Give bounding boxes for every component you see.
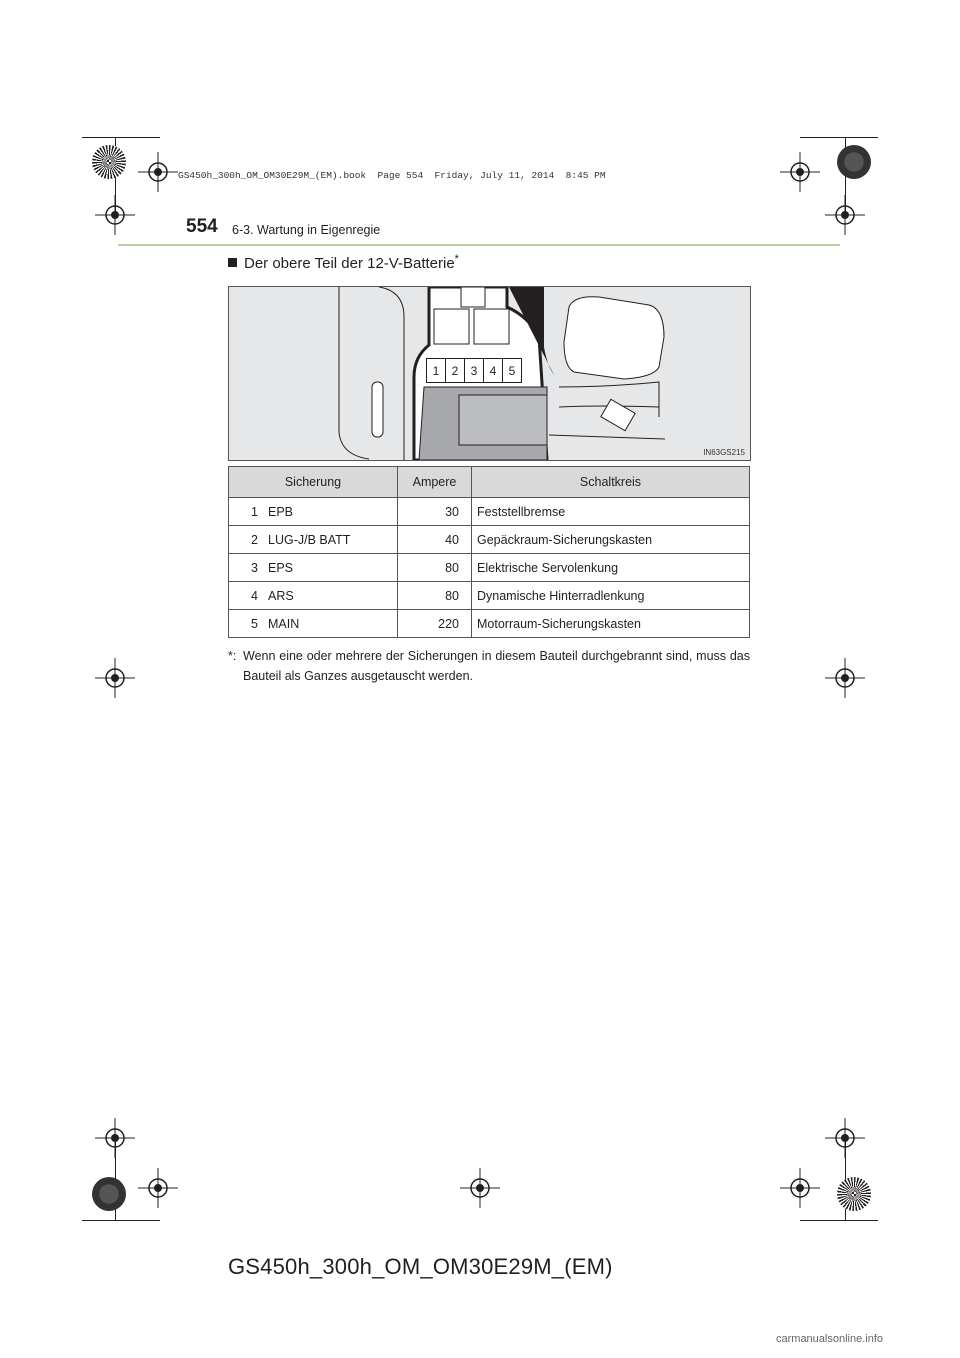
fuse-circuit: Feststellbremse [472,498,750,526]
fuse-number: 5 [229,610,264,638]
fuse-number: 3 [229,554,264,582]
fuse-ampere: 30 [398,498,472,526]
fuse-ampere: 80 [398,554,472,582]
fuse-ampere: 40 [398,526,472,554]
book-info-line: GS450h_300h_OM_OM30E29M_(EM).book Page 554 Friday, July 11, 2014 8:45 PM [178,170,606,181]
fuse-name: MAIN [263,610,398,638]
registration-mark-icon [95,658,135,698]
registration-mark-icon [138,1168,178,1208]
print-disk-icon [837,145,871,179]
section-heading [228,253,459,272]
print-disk-icon [92,145,126,179]
trim-mark [82,1220,160,1221]
registration-mark-icon [95,195,135,235]
table-row [229,582,750,610]
square-bullet-icon [228,258,237,267]
fuse-name: EPS [263,554,398,582]
footnote-text: Wenn eine oder mehrere der Sicherungen in diesem Bauteil durchgebrannt sind, muss das Bauteil als Ganzes ausgetauscht werden. [243,649,750,683]
fuse-name: EPB [263,498,398,526]
column-header-ampere: Ampere [398,467,472,498]
watermark: carmanualsonline.info [776,1333,884,1345]
fuse-circuit: Dynamische Hinterradlenkung [472,582,750,610]
fuse-label: 5 [502,358,522,383]
fuse-circuit: Motorraum-Sicherungskasten [472,610,750,638]
fuse-label: 4 [483,358,503,383]
column-header-fuse: Sicherung [229,467,398,498]
section-title: 6-3. Wartung in Eigenregie [232,223,381,237]
registration-mark-icon [825,1118,865,1158]
print-disk-icon [837,1177,871,1211]
heading-text: Der obere Teil der 12-V-Batterie [244,255,455,272]
registration-mark-icon [825,195,865,235]
trim-mark [800,137,878,138]
fuse-label: 3 [464,358,484,383]
fuse-ampere: 220 [398,610,472,638]
fuse-number: 2 [229,526,264,554]
trim-mark [800,1220,878,1221]
registration-mark-icon [138,152,178,192]
table-row [229,610,750,638]
fuse-number: 1 [229,498,264,526]
fuse-table [228,466,750,638]
column-header-circuit: Schaltkreis [472,467,750,498]
registration-mark-icon [825,658,865,698]
fuse-number: 4 [229,582,264,610]
print-disk-icon [92,1177,126,1211]
document-id: GS450h_300h_OM_OM30E29M_(EM) [228,1254,613,1279]
fuse-ampere: 80 [398,582,472,610]
fuse-name: LUG-J/B BATT [263,526,398,554]
fuse-name: ARS [263,582,398,610]
table-row [229,526,750,554]
footnote-mark: *: [228,649,237,663]
header-rule [118,244,840,246]
fuse-circuit: Elektrische Servolenkung [472,554,750,582]
figure-code: IN63GS215 [703,448,745,457]
registration-mark-icon [780,152,820,192]
fuse-number-row [427,358,522,383]
fuse-circuit: Gepäckraum-Sicherungskasten [472,526,750,554]
fuse-label: 1 [426,358,446,383]
footnote [228,646,750,686]
registration-mark-icon [95,1118,135,1158]
page-number: 554 [186,216,218,237]
table-row [229,498,750,526]
table-header-row [229,467,750,498]
fuse-label: 2 [445,358,465,383]
registration-mark-icon [460,1168,500,1208]
registration-mark-icon [780,1168,820,1208]
heading-footnote-mark: * [454,253,459,265]
table-row [229,554,750,582]
trim-mark [82,137,160,138]
